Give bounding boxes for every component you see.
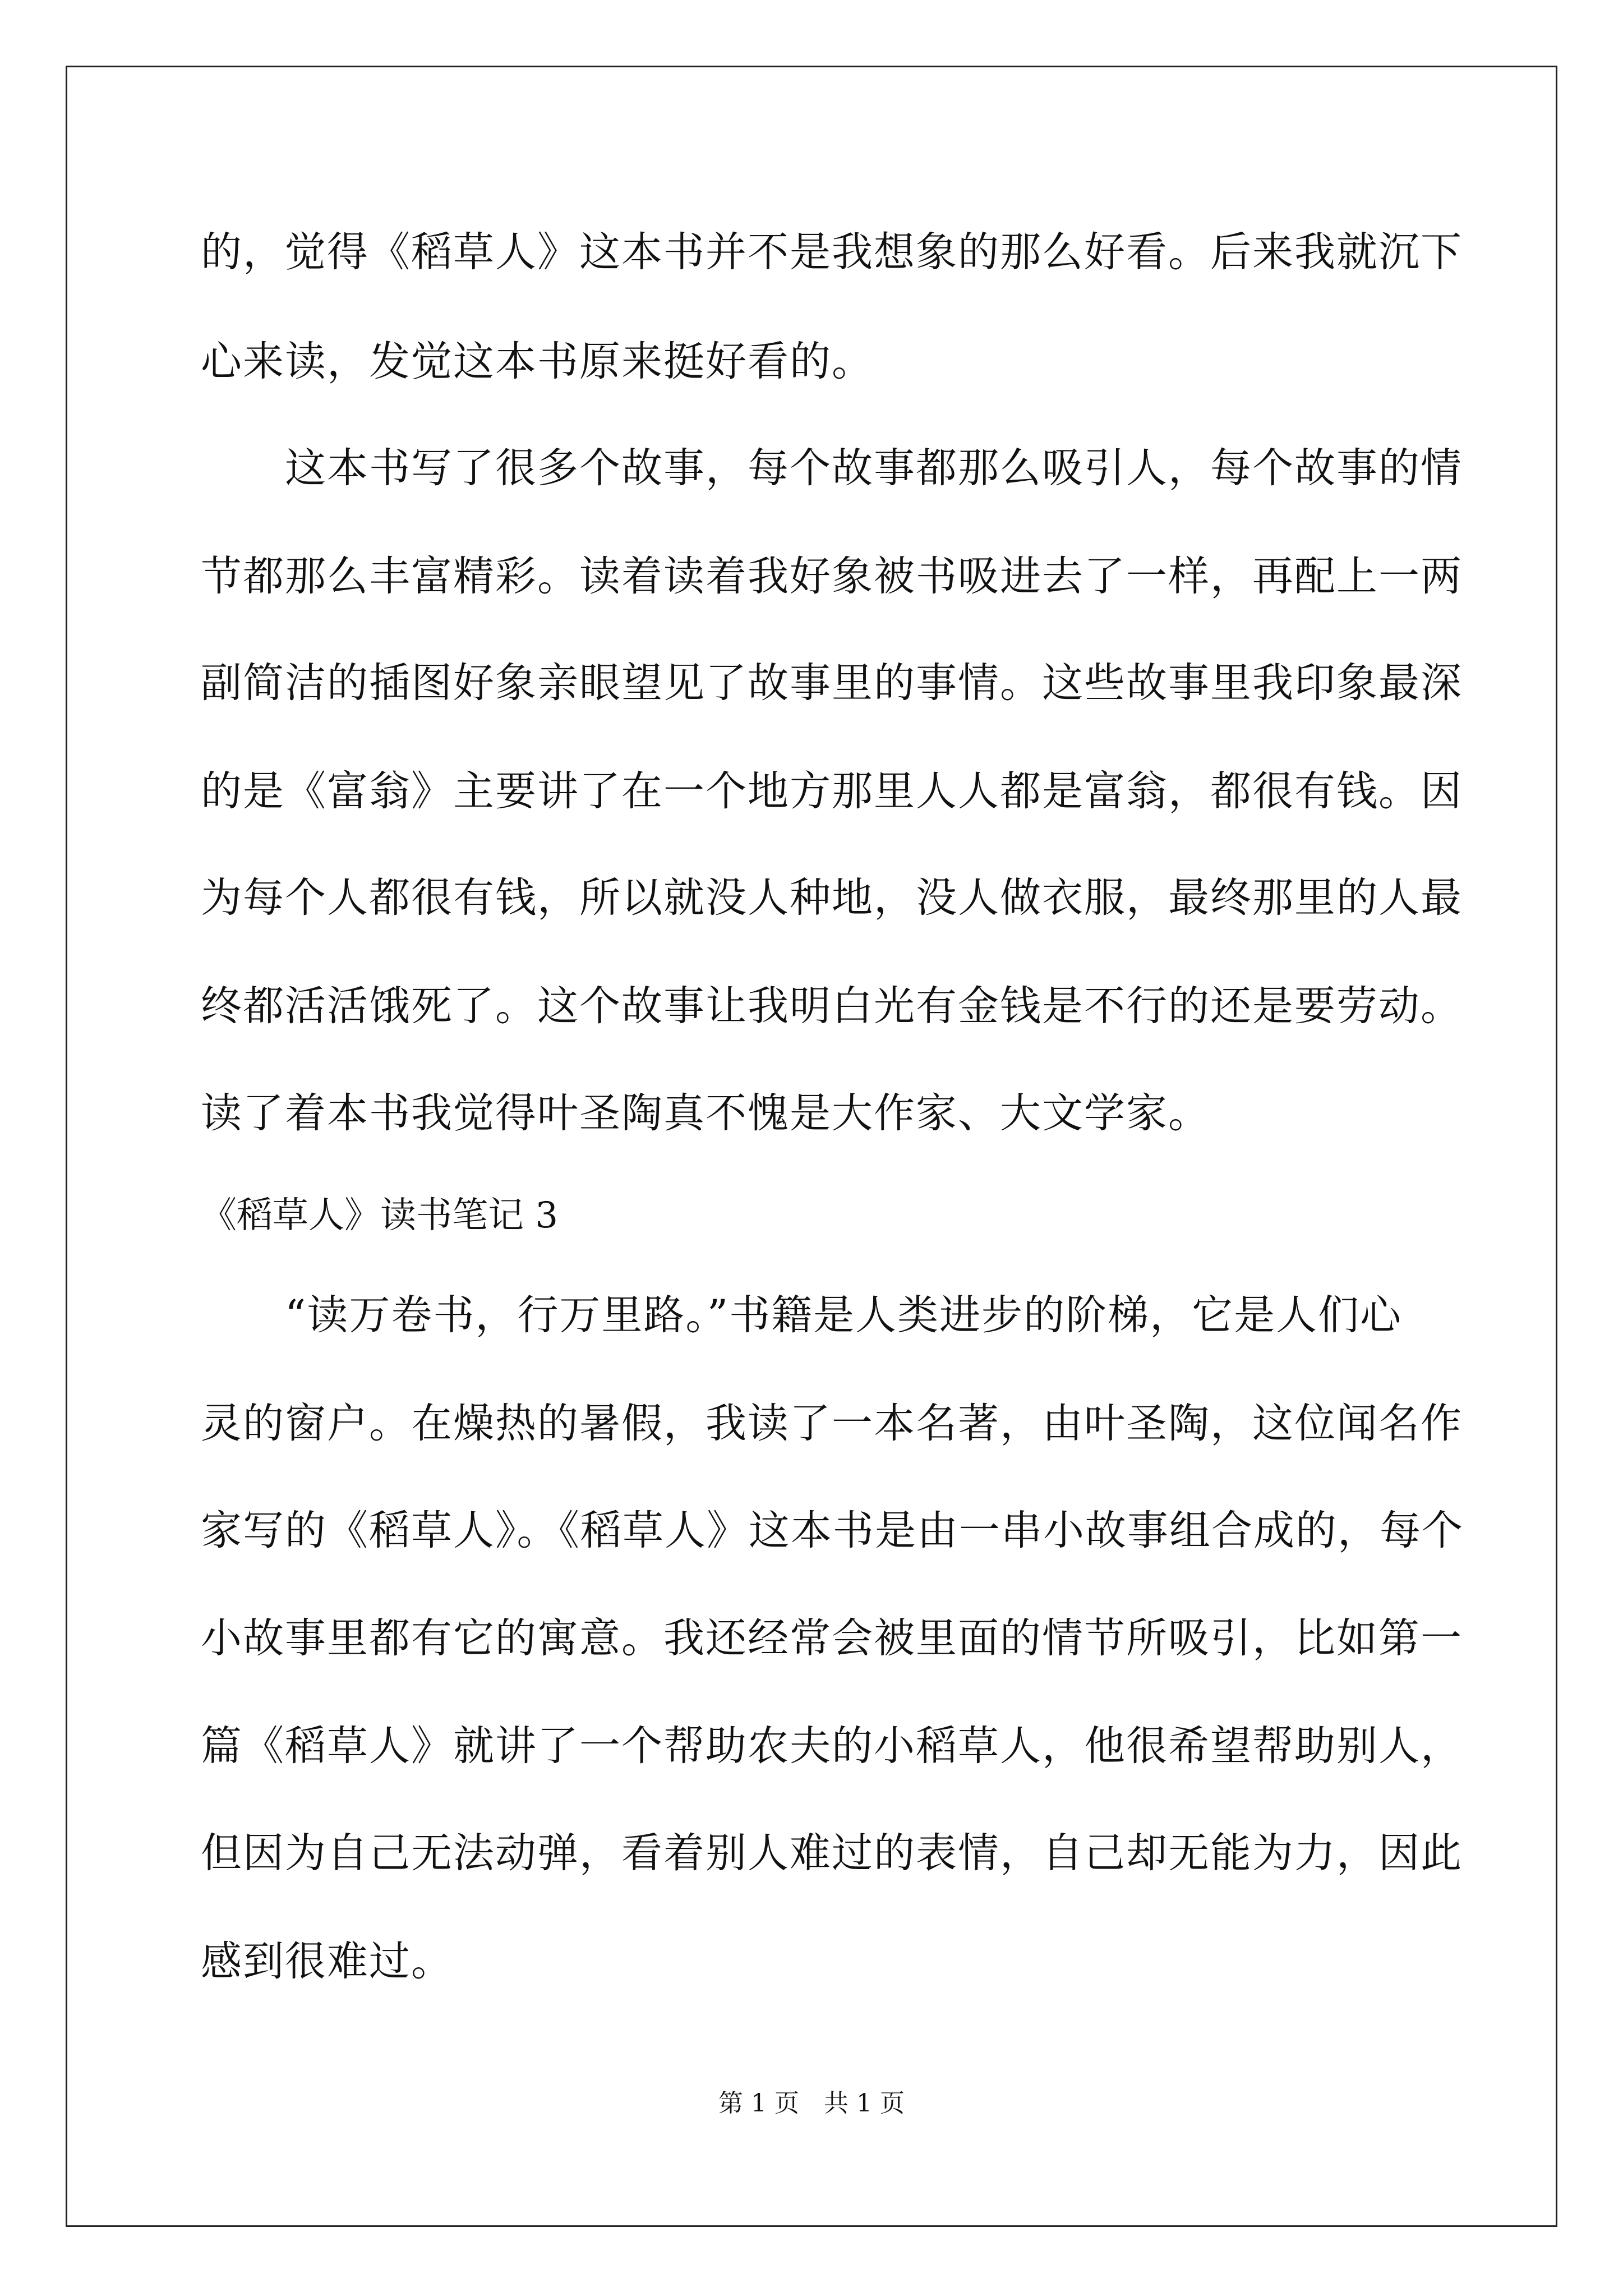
text-line: 篇《稻草人》就讲了一个帮助农夫的小稻草人，他很希望帮助别人， — [201, 1722, 1463, 1770]
text-line: 节都那么丰富精彩。读着读着我好象被书吸进去了一样，再配上一两 — [201, 553, 1463, 600]
text-line: 副简洁的插图好象亲眼望见了故事里的事情。这些故事里我印象最深 — [201, 659, 1463, 707]
text-line: 感到很难过。 — [201, 1938, 453, 1985]
text-line: 的是《富翁》主要讲了在一个地方那里人人都是富翁，都很有钱。因 — [201, 767, 1463, 815]
text-line: 的，觉得《稻草人》这本书并不是我想象的那么好看。后来我就沉下 — [201, 228, 1463, 276]
text-line: 心来读，发觉这本书原来挺好看的。 — [201, 338, 874, 385]
text-line: 为每个人都很有钱，所以就没人种地，没人做衣服，最终那里的人最 — [201, 874, 1463, 922]
text-line: 终都活活饿死了。这个故事让我明白光有金钱是不行的还是要劳动。 — [201, 982, 1463, 1030]
section-heading: 《稻草人》读书笔记 3 — [201, 1195, 559, 1236]
page-number-footer: 第 1 页 共 1 页 — [718, 2089, 905, 2118]
text-line: 灵的窗户。在燥热的暑假，我读了一本名著，由叶圣陶，这位闻名作 — [201, 1400, 1463, 1447]
text-line: “读万卷书，行万里路。”书籍是人类进步的阶梯，它是人们心 — [201, 1291, 1403, 1339]
text-line: 但因为自己无法动弹，看着别人难过的表情，自己却无能为力，因此 — [201, 1829, 1463, 1877]
text-line: 这本书写了很多个故事，每个故事都那么吸引人，每个故事的情 — [201, 444, 1463, 492]
text-line: 家写的《稻草人》。《稻草人》这本书是由一串小故事组合成的，每个 — [201, 1507, 1464, 1554]
text-line: 读了着本书我觉得叶圣陶真不愧是大作家、大文学家。 — [201, 1089, 1210, 1137]
text-line: 小故事里都有它的寓意。我还经常会被里面的情节所吸引，比如第一 — [201, 1614, 1463, 1662]
